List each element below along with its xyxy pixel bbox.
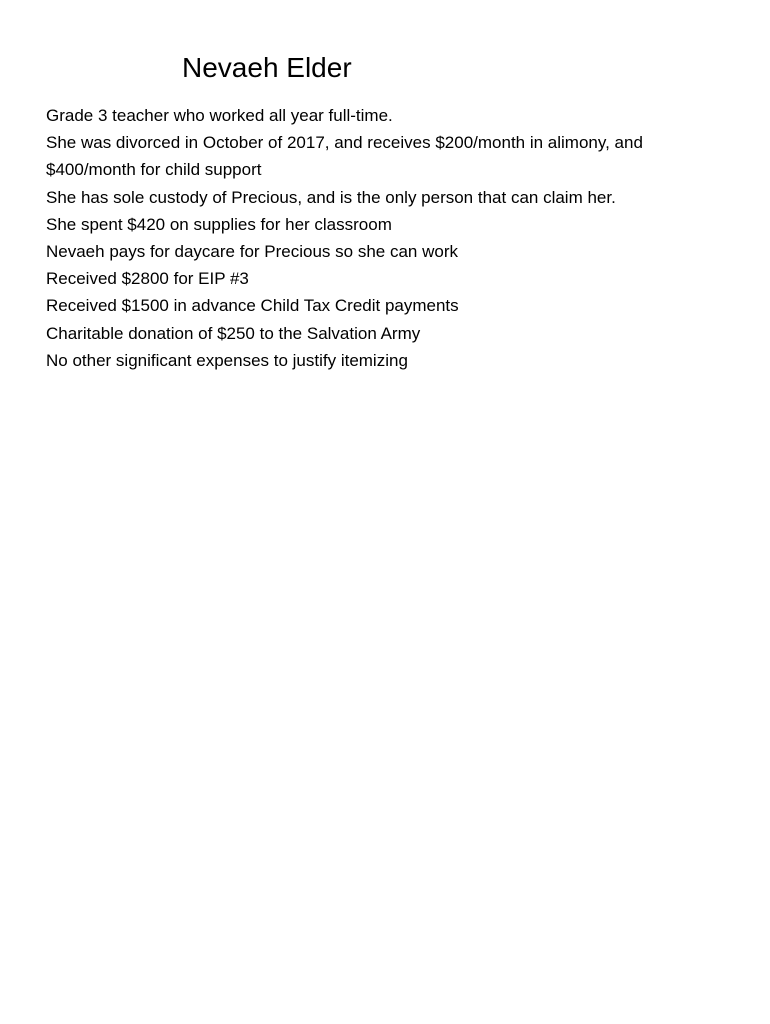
text-line-charitable-donation: Charitable donation of $250 to the Salvation Army [46,323,421,343]
text-line-daycare: Nevaeh pays for daycare for Precious so she can work [46,242,458,262]
text-line-divorce-support: She was divorced in October of 2017, and receives $200/month in alimony, and $400/month for child support [46,133,643,180]
text-line-child-tax-credit: Received $1500 in advance Child Tax Credit payments [46,296,459,316]
document-body [46,102,736,374]
text-line-work: Grade 3 teacher who worked all year full-time. [46,106,393,125]
text-line-custody: She has sole custody of Precious, and is the only person that can claim her. [46,187,616,207]
text-line-itemizing: No other significant expenses to justify itemizing [46,350,408,370]
text-line-classroom-supplies: She spent $420 on supplies for her classroom [46,214,392,234]
text-line-eip: Received $2800 for EIP #3 [46,269,249,289]
document-title: Nevaeh Elder [182,52,352,83]
